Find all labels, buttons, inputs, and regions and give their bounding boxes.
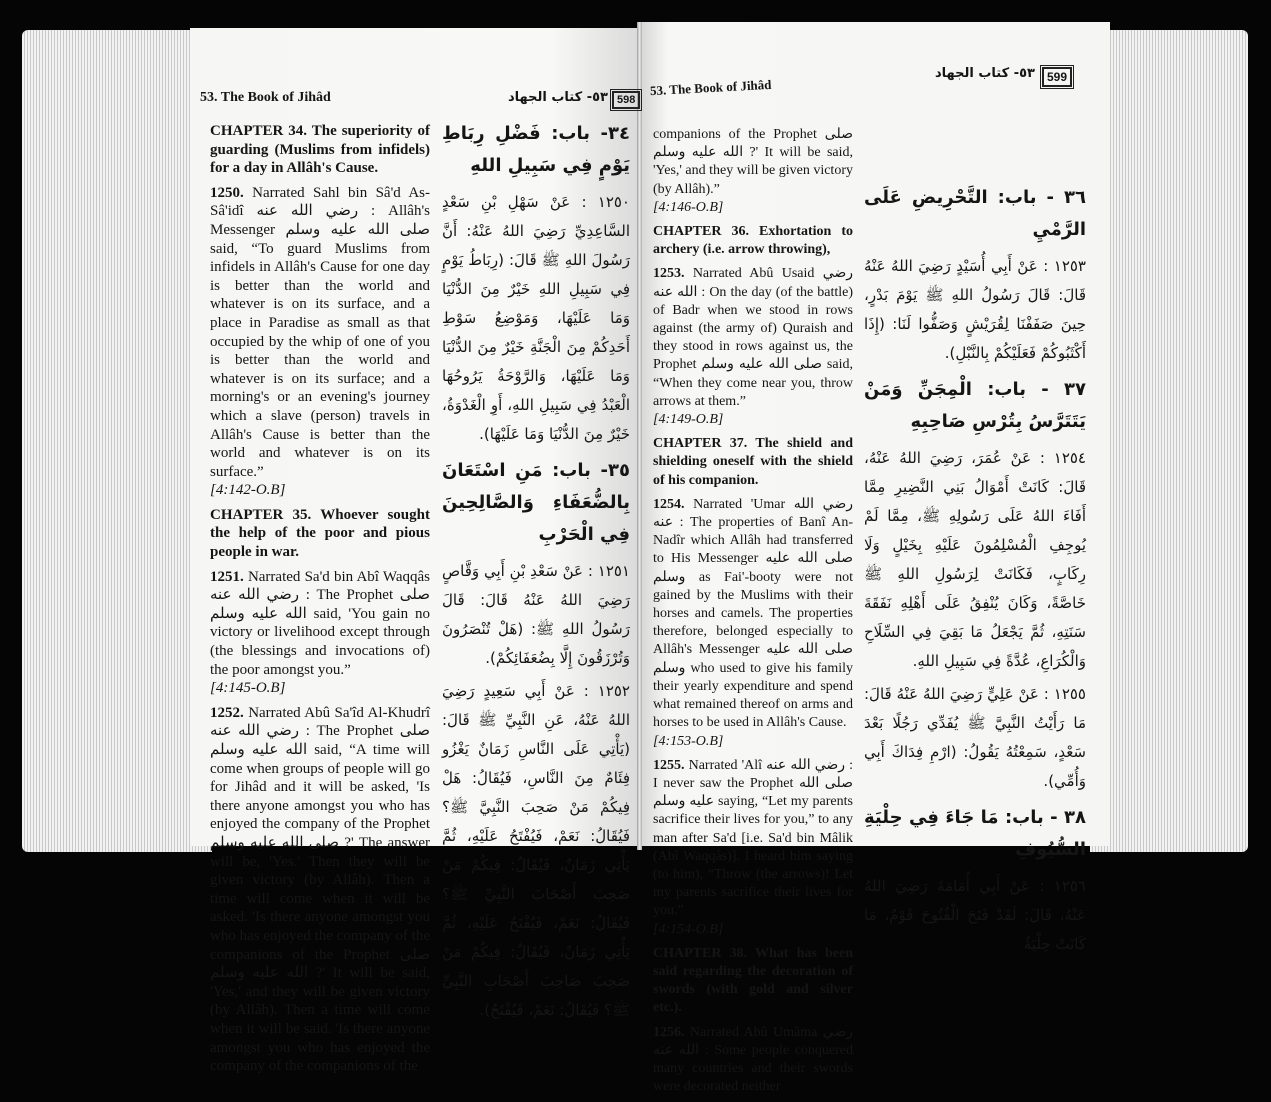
hadith-text: Narrated Sa'd bin Abî Waqqâs رضي الله عنه : The Prophet صلى الله عليه وسلم said, 'You gain no victory or livelihood except through (the blessings and invocations of) the poor amongst you.” <box>210 568 430 678</box>
hadith-paragraph <box>653 757 853 939</box>
chapter-heading <box>653 435 853 490</box>
right-running-header-arabic: ٥٣- كتاب الجهاد <box>935 66 1035 81</box>
chapter-heading <box>210 506 430 562</box>
hadith-paragraph <box>210 704 430 1076</box>
hadith-number: 1253. <box>653 266 685 282</box>
hadith-text: companions of the Prophet صلى الله عليه وسلم ?' It will be said, 'Yes,' and they will be given victory (by Allâh).” <box>653 127 853 197</box>
hadith-reference: [4:142-O.B] <box>210 482 286 499</box>
left-english-column <box>210 118 430 1082</box>
hadith-reference: [4:146-O.B] <box>653 199 724 215</box>
hadith-reference: [4:149-O.B] <box>653 412 724 428</box>
left-arabic-column <box>442 112 630 1029</box>
left-running-header-arabic: ٥٣- كتاب الجهاد <box>508 90 608 105</box>
hadith-number: 1251. <box>210 568 244 585</box>
arabic-chapter-heading: ٣٤- باب: فَضْلِ رِبَاطِ يَوْمٍ فِي سَبِيلِ اللهِ <box>442 123 630 176</box>
right-arabic-column <box>864 176 1086 963</box>
hadith-paragraph <box>653 126 853 217</box>
hadith-text: Narrated Sahl bin Sâ'd As-Sâ'idî رضي الله عنه : Allâh's Messenger صلى الله عليه وسلم said, “To guard Muslims from infidels in Allâh's Cause for one day is better than the world and whatever is on its surface, and a place in Paradise as small as that occupied by the whip of one of you is better than the world and whatever is on its surface; and a morning's or an evening's journey which a slave (person) travels in Allâh's Cause is better than the world and whatever is on its surface.” <box>210 184 431 480</box>
arabic-hadith-text: ١٢٥٥ : عَنْ عَلِيٍّ رَضِيَ اللهُ عَنْهُ قَالَ: مَا رَأَيْتُ النَّبِيَّ ﷺ يُفَدِّي رَجُلًا بَعْدَ سَعْدٍ، سَمِعْتُهُ يَقُولُ: (ارْمِ فِدَاكَ أَبِي وَأُمِّي). <box>864 685 1086 790</box>
right-page-number: 599 <box>1042 67 1072 87</box>
right-page-edges <box>1090 30 1248 852</box>
chapter-heading <box>653 945 853 1018</box>
chapter-title: CHAPTER 37. The shield and shielding oneself with the shield of his companion. <box>653 436 853 488</box>
chapter-title: CHAPTER 38. What has been said regarding the decoration of swords (with gold and silver etc.). <box>653 945 853 1016</box>
arabic-chapter-heading: ٣٦ - باب: التَّحْرِيضِ عَلَى الرَّمْيِ <box>864 187 1086 240</box>
hadith-text: Narrated 'Alî رضي الله عنه : I never saw the Prophet صلى الله عليه وسلم saying, “Let my parents sacrifice their lives for you,” to any man after Sa'd [i.e. Sa'd bin Mâlik (Abî Waqqâs)]. I heard him saying (to him), “Throw (the arrows)! Let my parents sacrifice their lives for you.” <box>653 757 854 919</box>
chapter-title: CHAPTER 35. Whoever sought the help of the poor and pious people in war. <box>210 506 430 561</box>
hadith-number: 1256. <box>653 1024 685 1040</box>
chapter-heading <box>210 122 430 178</box>
hadith-text: Narrated 'Umar رضي الله عنه : The properties of Banî An-Nadîr which Allâh had transferred to His Messenger صلى الله عليه وسلم as Fai'-booty were not gained by the Muslims with their horses and camels. The properties therefore, belonged especially to Allâh's Messenger صلى الله عليه وسلم who used to give his family their yearly expenditure and spend what remained thereof on arms and horses to be used in Allâh's Cause. <box>653 496 853 731</box>
hadith-reference: [4:154-O.B] <box>653 921 724 937</box>
hadith-number: 1250. <box>210 184 244 201</box>
arabic-chapter-heading: ٣٨ - باب: مَا جَاءَ فِي حِلْيَةِ السُّيُوفِ <box>864 807 1086 860</box>
arabic-hadith-text: ١٢٥٦ : عَنْ أَبِي أُمَامَةَ رَضِيَ اللهُ عَنْهُ، قَالَ: لَقَدْ فَتَحَ الْفُتُوحَ قَوْمٌ، مَا كَانَتْ حِلْيَةُ <box>864 877 1086 953</box>
hadith-text: Narrated Abû Sa'îd Al-Khudrî رضي الله عنه : The Prophet صلى الله عليه وسلم said, “A time will come when groups of people will go for Jihâd and it will be asked, 'Is there anyone amongst you who has enjoyed the company of the Prophet صلى الله عليه وسلم ?' The answer will be, 'Yes.' Then they will be given victory (by Allâh). Then a time will come when it will be asked. 'Is there anyone amongst you who has enjoyed the company of the companions of the Prophet صلى الله عليه وسلم ?' It will be said, 'Yes,' and they will be given victory (by Allâh). Then a time will come when it will be said. 'Is there anyone amongst you who has enjoyed the company of the companions of the <box>210 704 430 1075</box>
arabic-chapter-heading: ٣٥- باب: مَنِ اسْتَعَانَ بِالضُّعَفَاءِ وَالصَّالِحِينَ فِي الْحَرْبِ <box>442 460 630 545</box>
chapter-title: CHAPTER 34. The superiority of guarding (Muslims from infidels) for a day in Allâh's Cause. <box>210 123 430 177</box>
left-page-number: 598 <box>612 91 640 109</box>
arabic-hadith-text: ١٢٥٤ : عَنْ عُمَرَ، رَضِيَ اللهُ عَنْهُ، قَالَ: كَانَتْ أَمْوَالُ بَنِي النَّضِيرِ مِمَّا أَفَاءَ اللهُ عَلَى رَسُولِهِ ﷺ، مِمَّا لَمْ يُوجِفِ الْمُسْلِمُونَ عَلَيْهِ بِخَيْلٍ وَلَا رِكَابٍ، فَكَانَتْ لِرَسُولِ اللهِ ﷺ خَاصَّةً، وَكَانَ يُنْفِقُ عَلَى أَهْلِهِ نَفَقَةَ سَنَتِهِ، ثُمَّ يَجْعَلُ مَا بَقِيَ فِي السِّلَاحِ وَالْكُرَاعِ، عُدَّةً فِي سَبِيلِ اللهِ. <box>864 449 1086 670</box>
hadith-paragraph <box>653 265 853 429</box>
hadith-text: Narrated Abû Usaid رضي الله عنه : On the day (of the battle) of Badr when we stood in rows against (the army of) Quraish and they stood in rows against us, the Prophet صلى الله عليه وسلم said, “When they come near you, throw arrows at them.” <box>653 266 854 409</box>
left-page-edges <box>22 30 212 852</box>
hadith-reference: [4:153-O.B] <box>653 733 724 749</box>
arabic-chapter-heading: ٣٧ - باب: الْمِجَنِّ وَمَنْ يَتَتَرَّسُ بِتُرْسِ صَاحِبِهِ <box>864 379 1086 432</box>
hadith-number: 1252. <box>210 704 244 721</box>
hadith-text: Narrated Abû Umâma رضي الله عنه : Some people conquered many countries and their swords were decorated neither <box>653 1024 853 1095</box>
hadith-paragraph <box>653 1024 853 1097</box>
hadith-number: 1254. <box>653 496 685 512</box>
book-gutter <box>637 22 642 850</box>
hadith-paragraph <box>210 184 430 500</box>
arabic-hadith-text: ١٢٥١ : عَنْ سَعْدِ بْنِ أَبِي وَقَّاصٍ رَضِيَ اللهُ عَنْهُ قَالَ: قَالَ رَسُولُ اللهِ ﷺ: (هَلْ تُنْصَرُونَ وَتُرْزَقُونَ إِلَّا بِضُعَفَائِكُمْ). <box>442 562 630 667</box>
arabic-hadith-text: ١٢٥٣ : عَنْ أَبِي أُسَيْدٍ رَضِيَ اللهُ عَنْهُ قَالَ: قَالَ رَسُولُ اللهِ ﷺ يَوْمَ بَدْرٍ، حِينَ صَفَفْنَا لِقُرَيْشٍ وَصَفُّوا لَنَا: (إِذَا أَكْثَبُوكُمْ فَعَلَيْكُمْ بِالنَّبْلِ). <box>864 257 1086 362</box>
hadith-paragraph <box>653 496 853 751</box>
arabic-hadith-text: ١٢٥٢ : عَنْ أَبِي سَعِيدٍ رَضِيَ اللهُ عَنْهُ، عَنِ النَّبِيِّ ﷺ قَالَ: (يَأْتِي عَلَى النَّاسِ زَمَانٌ يَغْزُو فِئَامٌ مِنَ النَّاسِ، فَيُقَالُ: هَلْ فِيكُمْ مَنْ صَحِبَ النَّبِيَّ ﷺ؟ فَيُقَالُ: نَعَمْ، فَيُفْتَحُ عَلَيْهِ، ثُمَّ يَأْتِي زَمَانٌ، فَيُقَالُ: فِيكُمْ مَنْ صَحِبَ أَصْحَابَ النَّبِيِّ ﷺ؟ فَيُقَالُ: نَعَمْ، فَيُفْتَحُ عَلَيْهِ، ثُمَّ يَأْتِي زَمَانٌ، فَيُقَالُ: فِيكُمْ مَنْ صَحِبَ صَاحِبَ أَصْحَابِ النَّبِيِّ ﷺ؟ فَيُقَالُ: نَعَمْ، فَيُفْتَحُ). <box>442 682 630 1019</box>
chapter-heading <box>653 223 853 259</box>
chapter-title: CHAPTER 36. Exhortation to archery (i.e. arrow throwing), <box>653 224 853 258</box>
hadith-paragraph <box>210 568 430 698</box>
hadith-reference: [4:145-O.B] <box>210 680 286 697</box>
hadith-number: 1255. <box>653 757 685 773</box>
right-english-column <box>653 126 853 1102</box>
right-running-header: 53. The Book of Jihâd <box>649 76 772 99</box>
left-running-header: 53. The Book of Jihâd <box>200 90 331 105</box>
arabic-hadith-text: ١٢٥٠ : عَنْ سَهْلِ بْنِ سَعْدٍ السَّاعِدِيِّ رَضِيَ اللهُ عَنْهُ: أَنَّ رَسُولَ اللهِ ﷺ قَالَ: (رِبَاطُ يَوْمٍ فِي سَبِيلِ اللهِ خَيْرٌ مِنَ الدُّنْيَا وَمَا عَلَيْهَا، وَمَوْضِعُ سَوْطِ أَحَدِكُمْ مِنَ الْجَنَّةِ خَيْرٌ مِنَ الدُّنْيَا وَمَا عَلَيْهَا، وَالرَّوْحَةُ يَرُوحُهَا الْعَبْدُ فِي سَبِيلِ اللهِ، أَوِ الْغَدْوَةُ، خَيْرٌ مِنَ الدُّنْيَا وَمَا عَلَيْهَا). <box>442 193 630 443</box>
